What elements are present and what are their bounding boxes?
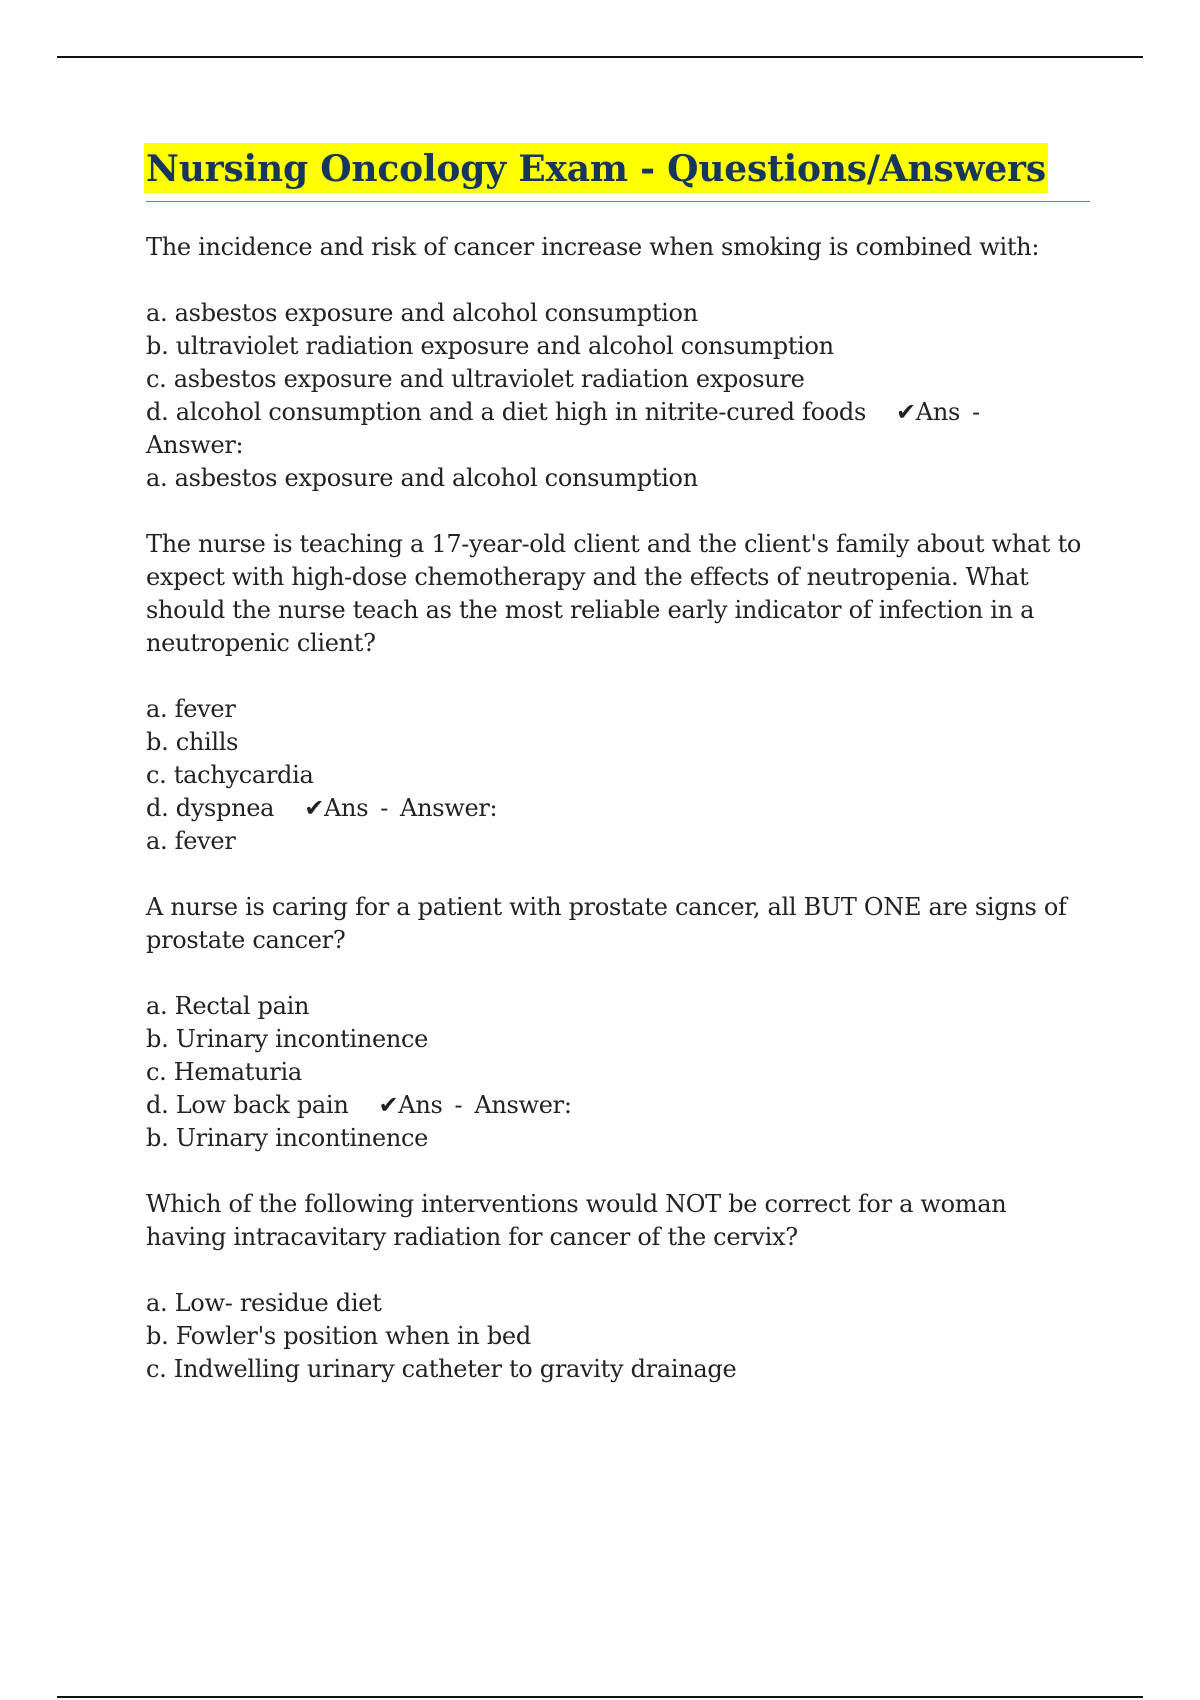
answer-label: Answer: <box>400 794 498 822</box>
option-d-with-answer-marker <box>146 1089 1090 1122</box>
option-d: d. Low back pain <box>146 1091 349 1119</box>
question-1 <box>146 231 1090 495</box>
question-stem: The nurse is teaching a 17-year-old client and the client's family about what to expect with high-dose chemotherapy and the effects of neutropenia. What should the nurse teach as the most reliable early indicator of infection in a neutropenic client? <box>146 530 1082 657</box>
question-2 <box>146 528 1090 858</box>
page-top-rule <box>57 56 1143 58</box>
option-b: b. Urinary incontinence <box>146 1025 429 1053</box>
option-b: b. ultraviolet radiation exposure and alcohol consumption <box>146 332 834 360</box>
option-c: c. Indwelling urinary catheter to gravity drainage <box>146 1355 737 1383</box>
ans-marker: ✔Ans <box>378 1091 443 1119</box>
page-bottom-rule <box>57 1696 1143 1698</box>
option-c: c. tachycardia <box>146 761 314 789</box>
title-block <box>146 143 1090 202</box>
option-d-with-answer-marker <box>146 396 1090 429</box>
question-3 <box>146 891 1090 1155</box>
answer-value: b. Urinary incontinence <box>146 1124 429 1152</box>
ans-dash: - <box>380 794 389 822</box>
question-stem: The incidence and risk of cancer increase when smoking is combined with: <box>146 233 1040 261</box>
option-c: c. asbestos exposure and ultraviolet radiation exposure <box>146 365 805 393</box>
question-list <box>146 231 1090 1386</box>
answer-value: a. asbestos exposure and alcohol consumption <box>146 464 698 492</box>
answer-label: Answer: <box>474 1091 572 1119</box>
option-b: b. Fowler's position when in bed <box>146 1322 531 1350</box>
document-title: Nursing Oncology Exam - Questions/Answers <box>144 143 1048 193</box>
option-d: d. alcohol consumption and a diet high in nitrite-cured foods <box>146 398 866 426</box>
question-stem: A nurse is caring for a patient with prostate cancer, all BUT ONE are signs of prostate cancer? <box>146 893 1067 954</box>
ans-marker: ✔Ans <box>895 398 960 426</box>
option-a: a. Low- residue diet <box>146 1289 382 1317</box>
option-d: d. dyspnea <box>146 794 275 822</box>
option-a: a. fever <box>146 695 236 723</box>
ans-marker: ✔Ans <box>304 794 369 822</box>
option-a: a. Rectal pain <box>146 992 310 1020</box>
option-a: a. asbestos exposure and alcohol consumption <box>146 299 698 327</box>
answer-label: Answer: <box>146 431 244 459</box>
option-b: b. chills <box>146 728 239 756</box>
ans-dash: - <box>972 398 980 426</box>
question-stem: Which of the following interventions would NOT be correct for a woman having intracavitary radiation for cancer of the cervix? <box>146 1190 1007 1251</box>
ans-dash: - <box>454 1091 463 1119</box>
option-c: c. Hematuria <box>146 1058 302 1086</box>
question-4 <box>146 1188 1090 1386</box>
answer-value: a. fever <box>146 827 236 855</box>
option-d-with-answer-marker <box>146 792 1090 825</box>
